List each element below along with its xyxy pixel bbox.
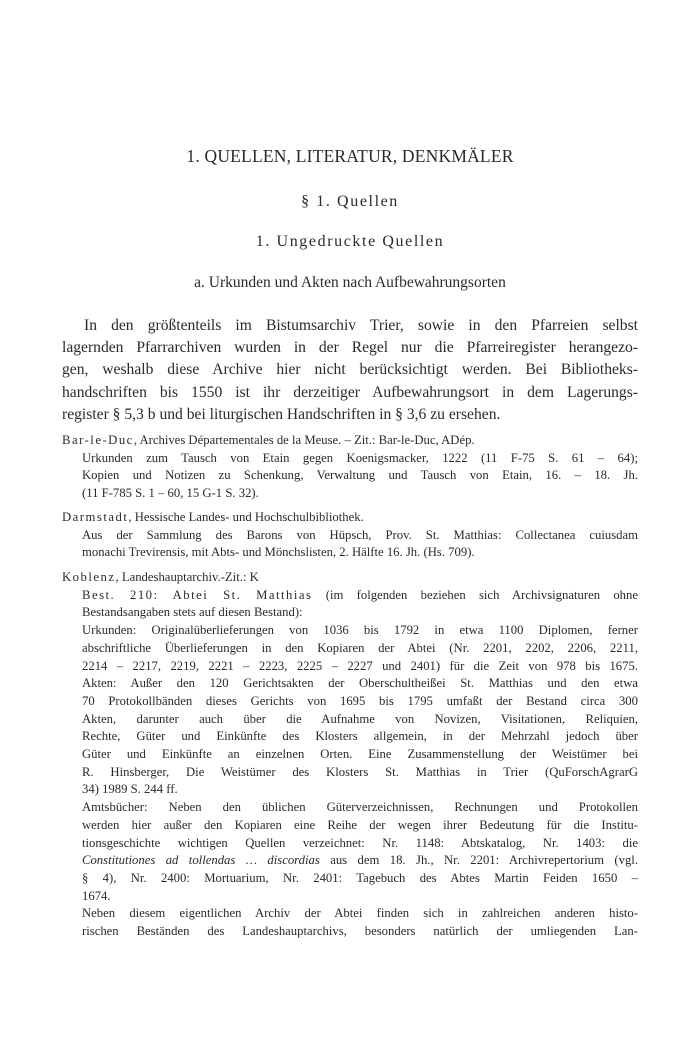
constitutiones-title: Constitutiones ad tollendas … discordias [82,853,320,868]
entry-line: R. Hinsberger, Die Weistümer des Klosters St. Matthias in Trier (QuForschAgrarG [82,764,638,779]
entry-line: § 4), Nr. 2400: Mortuarium, Nr. 2401: Tagebuch des Abtes Martin Feiden 1650 – [82,870,638,885]
entry-line: monachi Trevirensis, mit Abts- und Mönchslisten, 2. Hälfte 16. Jh. (Hs. 709). [82,545,475,560]
entry-line: Güter und Einkünfte an einzelnen Orten. Eine Zusammenstellung der Weistümer bei [82,747,638,762]
subsection-heading: 1. Ungedruckte Quellen [255,233,445,250]
entry-line: Kopien und Notizen zu Schenkung, Verwaltung und Tausch von Etain, 16. – 18. Jh. [82,468,638,483]
intro-line: register § 5,3 b und bei liturgischen Handschriften in § 3,6 zu ersehen. [62,405,501,423]
entry-line: Urkunden zum Tausch von Etain gegen Koenigsmacker, 1222 (11 F-75 S. 61 – 64); [82,450,638,465]
entry-darmstadt [62,509,638,562]
entry-line [62,587,638,605]
intro-line: handschriften bis 1550 ist ihr derzeitiger Aufbewahrungsort in dem Lagerungs- [62,383,638,401]
entry-line: abschriftliche Überlieferungen in den Kopiaren der Abtei (Nr. 2201, 2202, 2206, 2211, [82,640,638,655]
intro-line: lagernden Pfarrarchiven wurden in der Regel nur die Pfarreiregister herangezo- [62,339,638,357]
entry-heading [62,432,638,450]
entry-place: Koblenz [62,570,116,584]
entry-place: Darmstadt [62,510,129,524]
entry-line: tionsgeschichte wichtigen Quellen verzeichnet: Nr. 1148: Abtskatalog, Nr. 1403: die [82,835,638,850]
entry-line: rischen Beständen des Landeshauptarchivs, besonders natürlich der umliegenden Lan- [82,924,638,939]
entry-line: Amtsbücher: Neben den üblichen Güterverzeichnissen, Rechnungen und Protokollen [82,800,638,815]
section-heading: § 1. Quellen [301,193,399,210]
entry-heading [62,509,638,527]
entry-bar-le-duc [62,432,638,503]
entry-koblenz [62,569,638,941]
entry-line: Neben diesem eigentlichen Archiv der Abtei finden sich in zahlreichen anderen histo- [82,906,638,921]
entry-line: Rechte, Güter und Einkünfte des Klosters allgemein, in der Mehrzahl jedoch über [82,729,638,744]
entry-line: Akten: Außer den 120 Gerichtsakten der Oberschultheißei St. Matthias und den etwa [82,676,638,691]
entry-line: 34) 1989 S. 244 ff. [82,782,178,797]
intro-line: gen, weshalb diese Archive hier nicht berücksichtigt werden. Bei Bibliotheks- [62,361,638,379]
entry-heading [62,569,638,587]
subsubsection-heading: a. Urkunden und Akten nach Aufbewahrungsorten [194,274,506,291]
entry-line: (11 F-785 S. 1 – 60, 15 G-1 S. 32). [82,486,259,501]
entry-line: 2214 – 2217, 2219, 2221 – 2223, 2225 – 2227 und 2401) für die Zeit von 978 bis 1675. [82,658,638,673]
entry-place: Bar-le-Duc [62,433,134,447]
entry-heading-rest: , Hessische Landes- und Hochschulbibliothek. [128,510,364,524]
intro-line: In den größtenteils im Bistumsarchiv Trier, sowie in den Pfarreien selbst [84,317,638,334]
intro-paragraph [62,315,638,426]
best-rest: (im folgenden beziehen sich Archivsignaturen ohne [312,587,638,602]
entry-line [62,852,638,870]
chapter-heading: 1. QUELLEN, LITERATUR, DENKMÄLER [186,146,514,166]
constitutiones-rest: aus dem 18. Jh., Nr. 2201: Archivrepertorium (vgl. [319,853,639,868]
entry-heading-rest: , Archives Départementales de la Meuse. – Zit.: Bar-le-Duc, ADép. [133,433,475,447]
entry-line: 70 Protokollbänden dieses Gerichts von 1695 bis 1795 umfaßt der Bestand circa 300 [82,693,638,708]
entry-heading-rest: , Landeshauptarchiv.-Zit.: K [115,570,259,584]
entry-line: 1674. [82,888,111,903]
entry-line: werden hier außer den Kopiaren eine Reihe der wegen ihrer Bedeutung für die Institu- [82,817,638,832]
entry-line: Akten, darunter auch über die Aufnahme von Novizen, Visitationen, Reliquien, [82,711,638,726]
best-label: Best. 210: Abtei St. Matthias [82,587,313,602]
entry-line: Aus der Sammlung des Barons von Hüpsch, Prov. St. Matthias: Collectanea cuiusdam [82,527,638,542]
entry-line: Bestandsangaben stets auf diesen Bestand): [82,605,303,620]
entry-line: Urkunden: Originalüberlieferungen von 1036 bis 1792 in etwa 1100 Diplomen, ferner [82,623,638,638]
